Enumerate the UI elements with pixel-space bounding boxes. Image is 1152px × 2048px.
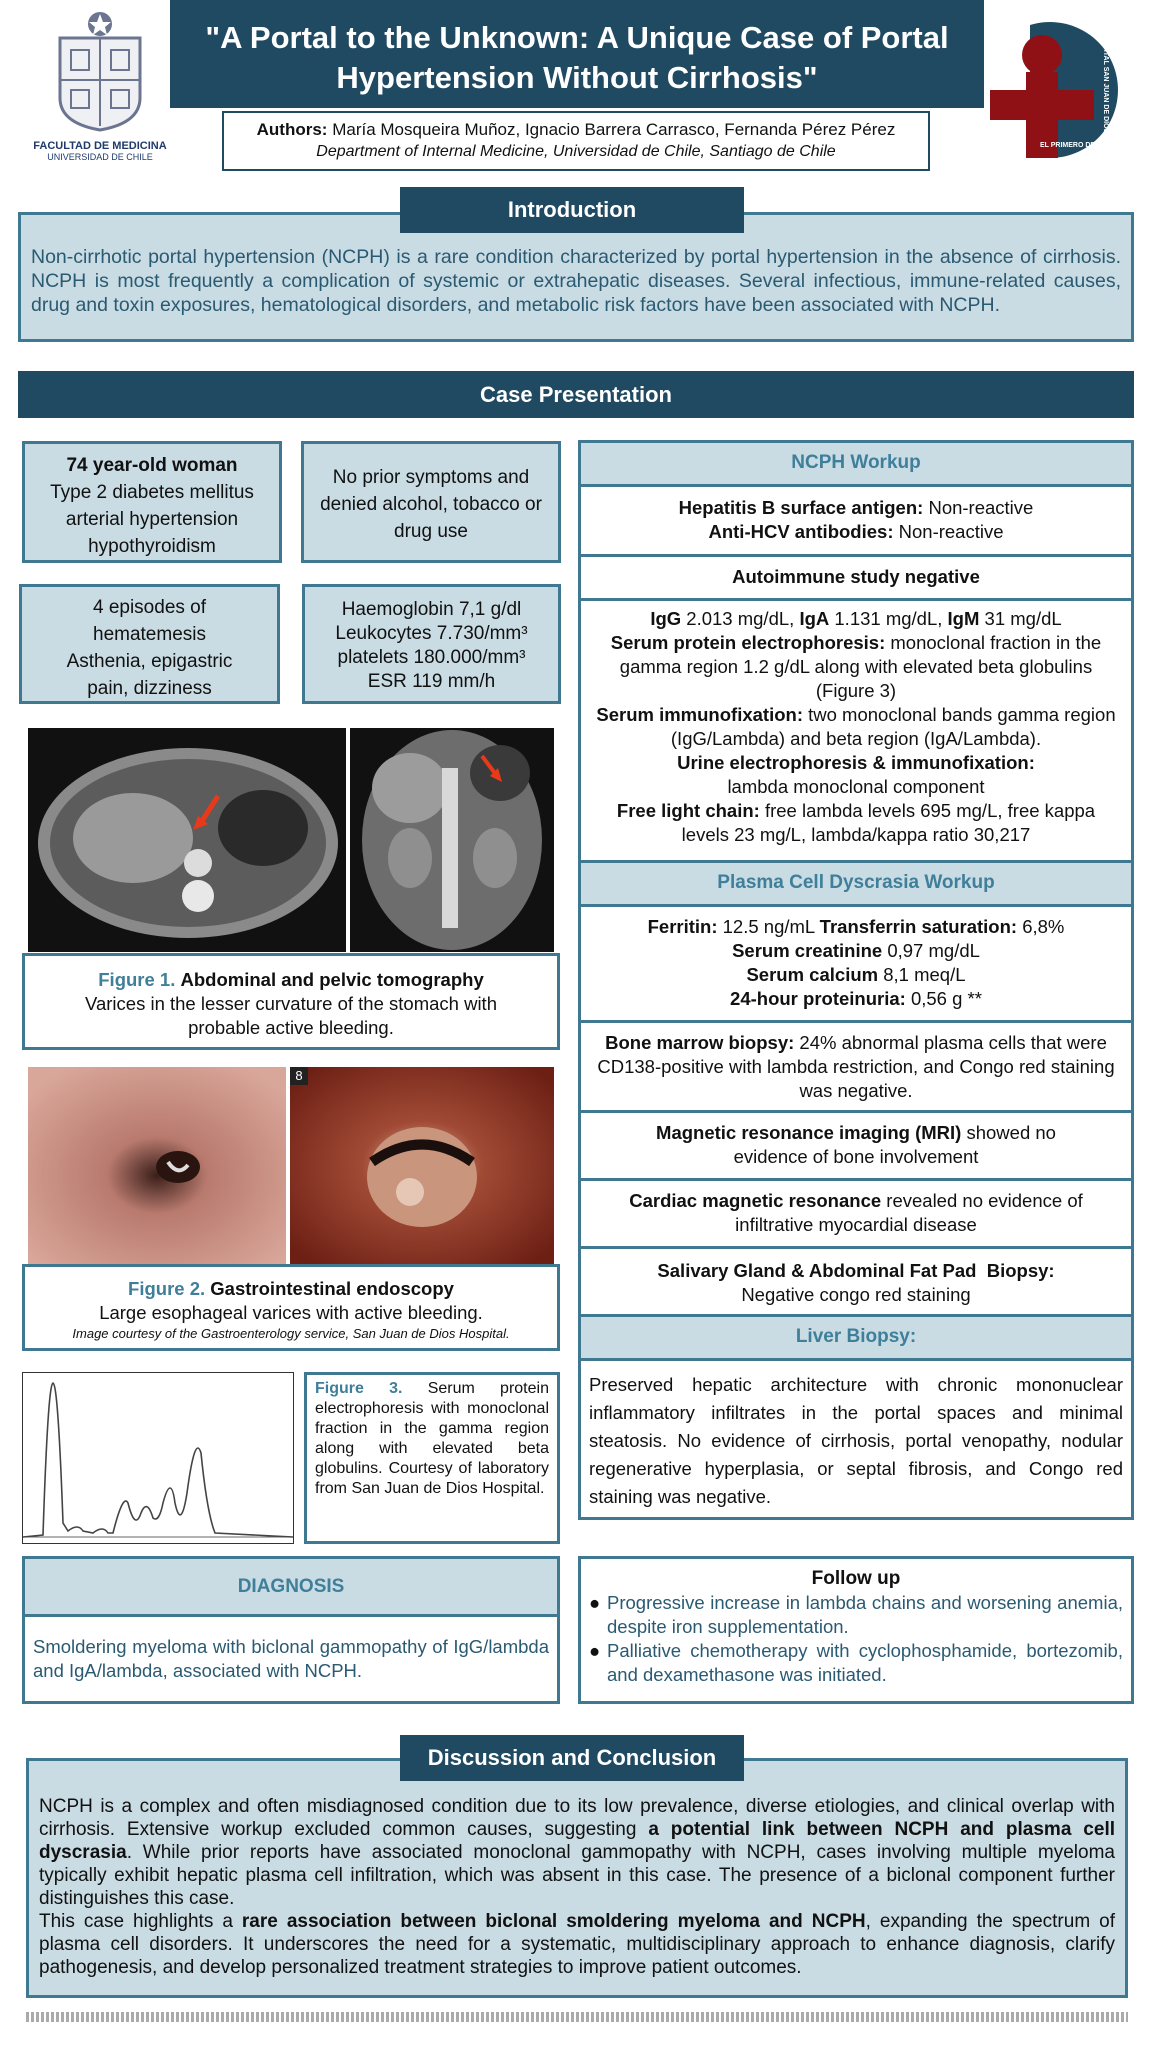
bullet-icon: ●	[589, 1592, 601, 1613]
flc-label: Free light chain:	[616, 800, 760, 821]
discussion-p2-c: , expanding the spectrum of plasma cell disorders. It underscores the need for a systematic, multidisciplinary approach to enhance diagnosis, clarify pathogenesis, and develop personalized treatment strategies to improve patient outcomes.	[39, 1911, 1115, 1978]
flc-line	[595, 799, 1117, 847]
references-strip	[26, 2012, 1128, 2022]
cmr-cell	[581, 1181, 1131, 1249]
figure2-caption-box	[22, 1264, 560, 1351]
spe-line	[595, 631, 1117, 703]
figure2-caption: Large esophageal varices with active bleeding.	[99, 1302, 483, 1323]
labs-leuko: Leukocytes 7.730/mm³	[335, 623, 528, 644]
hbs-label: Hepatitis B surface antigen:	[678, 497, 924, 518]
figure1-heading	[25, 968, 557, 992]
figure2-title: Gastrointestinal endoscopy	[210, 1278, 454, 1299]
endoscopy-left-icon	[28, 1067, 286, 1264]
authors-line	[224, 118, 928, 141]
faculty-name: FACULTAD DE MEDICINA	[33, 140, 167, 152]
mri-label: Magnetic resonance imaging (MRI)	[656, 1122, 962, 1143]
discussion-p2-b: rare association between biclonal smoldering myeloma and NCPH	[241, 1911, 866, 1932]
labs-box	[302, 584, 561, 704]
immunoglobulins-line	[595, 607, 1117, 631]
proteinuria-value: 0,56 g **	[910, 988, 982, 1009]
bone-marrow-value: 24% abnormal plasma cells that were CD138-positive with lambda restriction, and Congo red staining was negative.	[597, 1032, 1115, 1101]
pcd-workup-header	[581, 863, 1131, 907]
authors-box	[222, 111, 930, 171]
endoscopy-right-icon	[290, 1067, 554, 1264]
ct-axial-image	[28, 728, 346, 952]
followup-title: Follow up	[811, 1568, 901, 1589]
igm-label: IgM	[947, 608, 980, 629]
hbs-line	[591, 496, 1121, 520]
introduction-text: Non-cirrhotic portal hypertension (NCPH) is a rare condition characterized by portal hypertension in the absence of cirrhosis. NCPH is most frequently a complication of systemic or extrahepatic diseases. Several infectious, immune-related causes, drug and toxin exposures, hematological disorders, and metabolic risk factors have been associated with NCPH.	[31, 246, 1121, 316]
hepatitis-cell	[581, 487, 1131, 557]
creatinine-value: 0,97 mg/dL	[887, 940, 980, 961]
case-presentation-header: Case Presentation	[18, 371, 1134, 418]
igg-value: 2.013 mg/dL,	[686, 608, 795, 629]
pcd-workup-title: Plasma Cell Dyscrasia Workup	[717, 872, 995, 893]
labs-platelets: platelets 180.000/mm³	[337, 647, 526, 668]
figure1-caption: Varices in the lesser curvature of the stomach with probable active bleeding.	[85, 993, 497, 1038]
department: Department of Internal Medicine, Universidad de Chile, Santiago de Chile	[316, 143, 836, 160]
right-logo	[990, 20, 1145, 165]
discussion-p1-c: . While prior reports have associated monoclonal gammopathy with NCPH, cases involving multiple myeloma typically exhibit hepatic plasma cell infiltration, which was absent in this case. The presence of a biclonal component further distinguishes this case.	[39, 1842, 1115, 1909]
iga-value: 1.131 mg/dL,	[834, 608, 943, 629]
followup-item	[589, 1591, 1123, 1639]
urine-label: Urine electrophoresis & immunofixation:	[677, 752, 1035, 773]
ferritin-label: Ferritin:	[647, 916, 718, 937]
figure1-label: Figure 1.	[98, 969, 176, 990]
discussion-p1	[39, 1795, 1115, 1910]
university-name: UNIVERSIDAD DE CHILE	[47, 152, 153, 162]
cmr-label: Cardiac magnetic resonance	[629, 1190, 882, 1211]
symptoms-box	[19, 584, 280, 704]
spe-value: monoclonal fraction in the gamma region 1.2 g/dL along with elevated beta globulins (Figure 3)	[619, 632, 1102, 701]
diagnosis-text: Smoldering myeloma with biclonal gammopathy of IgG/lambda and IgA/lambda, associated with NCPH.	[33, 1636, 549, 1681]
mri-cell	[581, 1113, 1131, 1181]
discussion-p1-b: a potential link between NCPH and plasma cell dyscrasia	[39, 1819, 1115, 1863]
university-crest-icon	[45, 8, 155, 133]
tsat-value: 6,8%	[1022, 916, 1065, 937]
introduction-header: Introduction	[400, 187, 744, 233]
figure2-credit: Image courtesy of the Gastroenterology service, San Juan de Dios Hospital.	[72, 1326, 510, 1341]
proteinuria-label: 24-hour proteinuria:	[730, 988, 906, 1009]
calcium-value: 8,1 meq/L	[883, 964, 966, 985]
patient-box	[22, 441, 282, 563]
ct-coronal-icon	[350, 728, 554, 952]
bone-marrow-label: Bone marrow biopsy:	[605, 1032, 795, 1053]
poster-title-line2: Hypertension Without Cirrhosis"	[336, 60, 818, 95]
history-text: No prior symptoms and denied alcohol, tobacco or drug use	[320, 467, 542, 542]
autoimmune-cell	[581, 557, 1131, 601]
discussion-p2	[39, 1910, 1115, 1979]
salivary-value: Negative congo red staining	[741, 1284, 971, 1305]
hbs-value: Non-reactive	[928, 497, 1034, 518]
endoscopy-image-left	[28, 1067, 286, 1264]
workup-panel	[578, 440, 1134, 1520]
ferritin-value: 12.5 ng/mL	[722, 916, 815, 937]
poster-title-line1: "A Portal to the Unknown: A Unique Case of Portal	[205, 20, 949, 55]
sif-line	[595, 703, 1117, 751]
ct-axial-icon	[28, 728, 346, 952]
ncph-workup-title: NCPH Workup	[791, 452, 921, 473]
figure3-caption-box	[304, 1372, 560, 1544]
diagnosis-panel	[22, 1556, 560, 1704]
cmr-value: revealed no evidence of infiltrative myocardial disease	[735, 1190, 1083, 1235]
immunology-cell	[581, 601, 1131, 863]
discussion-p2-a: This case highlights a	[39, 1911, 242, 1932]
patient-hypothyroid: hypothyroidism	[88, 536, 216, 557]
endoscopy-marker: 8	[290, 1067, 308, 1085]
followup-panel	[578, 1556, 1134, 1704]
flc-value: free lambda levels 695 mg/L, free kappa levels 23 mg/L, lambda/kappa ratio 30,217	[681, 800, 1096, 845]
tsat-label: Transferrin saturation:	[819, 916, 1018, 937]
sif-label: Serum immunofixation:	[596, 704, 803, 725]
title-banner	[170, 0, 984, 108]
electrophoresis-plot	[22, 1372, 294, 1544]
bullet-icon: ●	[589, 1640, 601, 1661]
authors-label: Authors:	[256, 120, 328, 139]
mri-value: showed no evidence of bone involvement	[733, 1122, 1056, 1167]
authors-names: María Mosqueira Muñoz, Ignacio Barrera Carrasco, Fernanda Pérez Pérez	[332, 120, 896, 139]
urine-value: lambda monoclonal component	[727, 776, 985, 797]
creatinine-label: Serum creatinine	[732, 940, 883, 961]
patient-age: 74 year-old woman	[66, 455, 238, 476]
history-box	[301, 441, 561, 563]
figure1-caption-box	[22, 953, 560, 1050]
diagnosis-header	[25, 1559, 557, 1617]
left-logo	[30, 8, 170, 168]
ferritin-line	[591, 915, 1121, 939]
figure1-title: Abdominal and pelvic tomography	[180, 969, 484, 990]
diagnosis-title: DIAGNOSIS	[237, 1576, 345, 1597]
symptoms-l2: hematemesis	[93, 624, 206, 645]
discussion-panel	[26, 1758, 1128, 1998]
figure3-label: Figure 3.	[315, 1380, 403, 1397]
liver-biopsy-title: Liver Biopsy:	[795, 1326, 917, 1347]
bone-marrow-cell	[581, 1023, 1131, 1113]
hcv-value: Non-reactive	[898, 521, 1004, 542]
hcv-line	[591, 520, 1121, 544]
labs-hb: Haemoglobin 7,1 g/dl	[341, 599, 522, 620]
calcium-line	[591, 963, 1121, 987]
sif-value: two monoclonal bands gamma region (IgG/Lambda) and beta region (IgA/Lambda).	[670, 704, 1116, 749]
discussion-p1-a: NCPH is a complex and often misdiagnosed condition due to its low prevalence, diverse etiologies, and clinical overlap with cirrhosis. Extensive workup excluded common causes, suggesting	[39, 1796, 1115, 1840]
followup-item-text: Progressive increase in lambda chains and worsening anemia, despite iron supplementation.	[607, 1592, 1123, 1637]
labs-esr: ESR 119 mm/h	[367, 671, 496, 692]
hospital-logo-motto: EL PRIMERO DE CHILE	[1040, 142, 1119, 149]
endoscopy-image-right	[290, 1067, 554, 1264]
ncph-workup-header	[581, 443, 1131, 487]
followup-item	[589, 1639, 1123, 1687]
symptoms-l4: pain, dizziness	[87, 678, 212, 699]
liver-biopsy-header	[581, 1317, 1131, 1361]
symptoms-l3: Asthenia, epigastric	[66, 651, 233, 672]
creatinine-line	[591, 939, 1121, 963]
metabolic-cell	[581, 907, 1131, 1023]
igm-value: 31 mg/dL	[984, 608, 1062, 629]
liver-biopsy-text: Preserved hepatic architecture with chronic mononuclear inflammatory infiltrates in the portal spaces and minimal steatosis. No evidence of cirrhosis, portal venopathy, nodular regenerative hyperplasia, or septal fibrosis, and Congo red staining was negative.	[589, 1374, 1123, 1507]
patient-hta: arterial hypertension	[65, 509, 239, 530]
figure3-caption: Serum protein electrophoresis with monoclonal fraction in the gamma region along with elevated beta globulins. Courtesy of laboratory from San Juan de Dios Hospital.	[315, 1380, 549, 1497]
discussion-header: Discussion and Conclusion	[400, 1735, 744, 1781]
hospital-logo-text: HOSPITAL SAN JUAN DE DIOS 1552	[1102, 30, 1109, 151]
ct-coronal-image	[350, 728, 554, 952]
calcium-label: Serum calcium	[746, 964, 879, 985]
electrophoresis-curve-icon	[23, 1373, 293, 1543]
liver-biopsy-cell	[581, 1361, 1131, 1520]
patient-dm: Type 2 diabetes mellitus	[50, 482, 254, 503]
spe-label: Serum protein electrophoresis:	[610, 632, 886, 653]
salivary-label: Salivary Gland & Abdominal Fat Pad Biopsy:	[657, 1260, 1055, 1281]
followup-item-text: Palliative chemotherapy with cyclophosphamide, bortezomib, and dexamethasone was initiated.	[607, 1640, 1123, 1685]
figure2-heading	[25, 1277, 557, 1301]
figure2-label: Figure 2.	[128, 1278, 206, 1299]
iga-label: IgA	[799, 608, 830, 629]
symptoms-l1: 4 episodes of	[92, 597, 207, 618]
igg-label: IgG	[650, 608, 682, 629]
autoimmune-text: Autoimmune study negative	[732, 566, 980, 587]
salivary-cell	[581, 1249, 1131, 1317]
hcv-label: Anti-HCV antibodies:	[708, 521, 894, 542]
proteinuria-line	[591, 987, 1121, 1011]
